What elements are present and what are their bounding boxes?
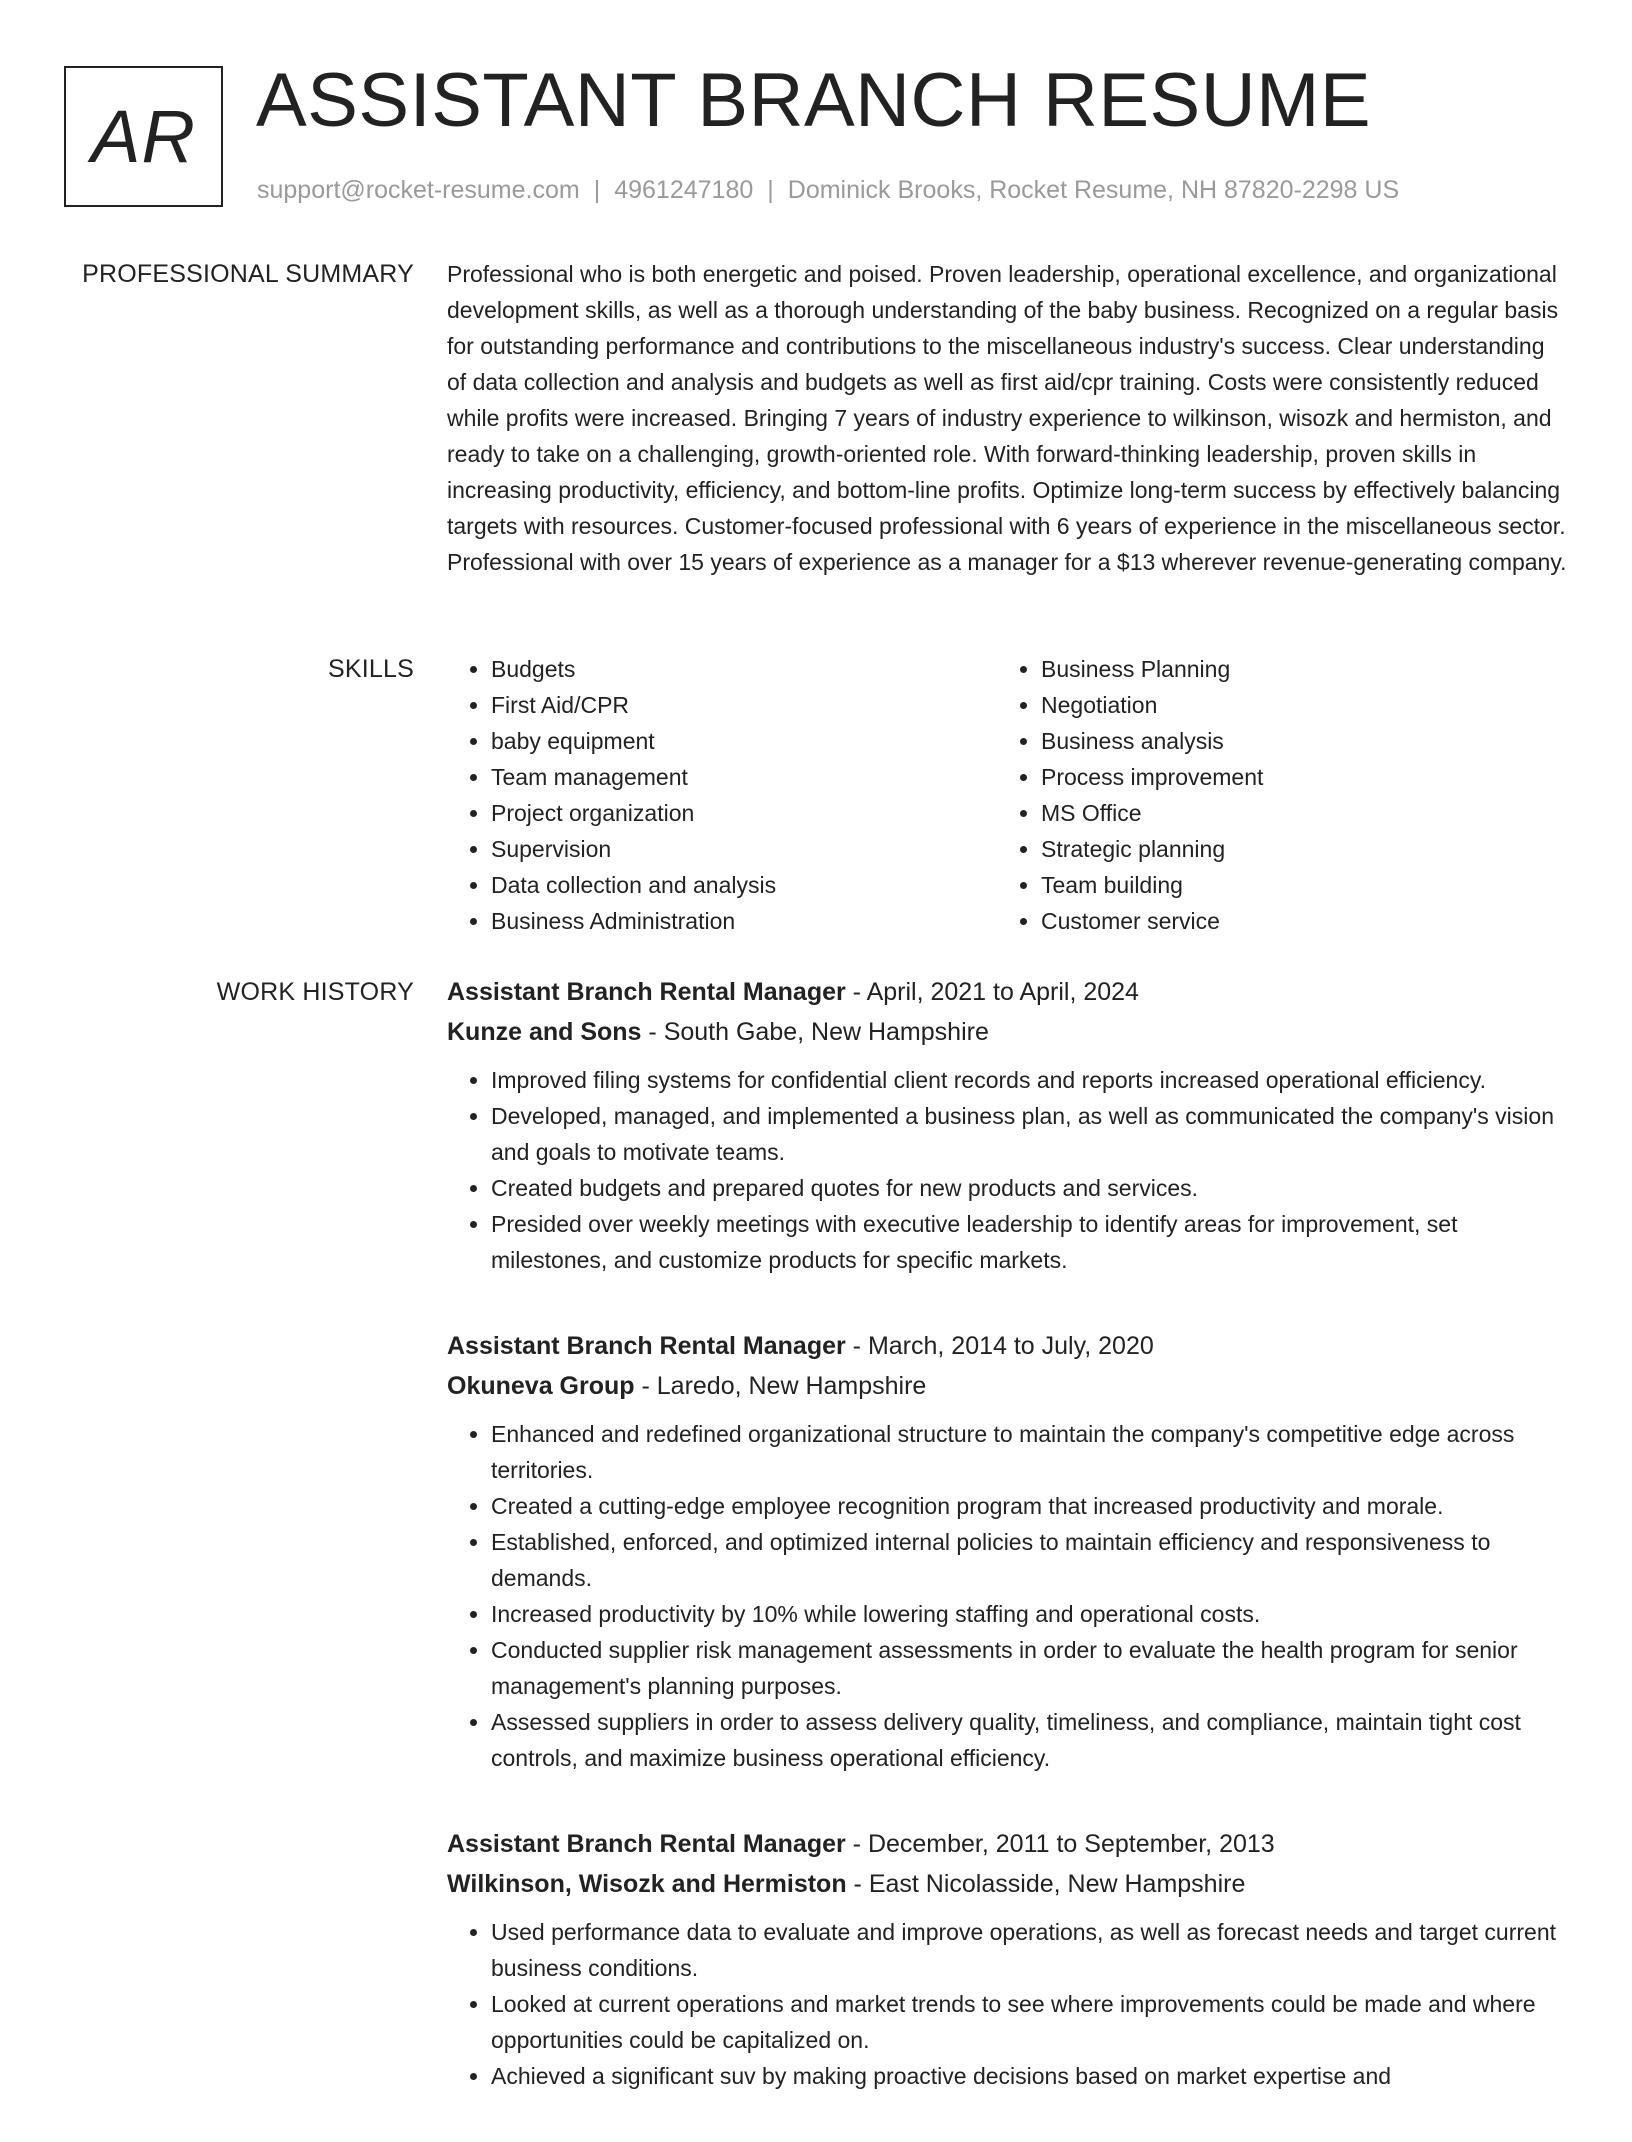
- job-bullet: • Used performance data to evaluate and improve operations, as well as forecast needs and target current business conditions.: [491, 1914, 1567, 1986]
- skill-item: • Team management: [491, 759, 997, 795]
- job-entry: [447, 1326, 1567, 1776]
- skill-item: • Business Administration: [491, 903, 997, 939]
- job-company: Kunze and Sons: [447, 1018, 642, 1046]
- contact-phone[interactable]: 4961247180: [614, 176, 754, 204]
- skill-item: • baby equipment: [491, 723, 997, 759]
- summary-heading: PROFESSIONAL SUMMARY: [82, 260, 414, 288]
- job-entry: [447, 1824, 1567, 2094]
- job-company-line: Kunze and Sons - South Gabe, New Hampshire: [447, 1018, 989, 1046]
- skill-item: • Team building: [1041, 867, 1547, 903]
- monogram-badge: [64, 66, 223, 207]
- job-company-line: Okuneva Group - Laredo, New Hampshire: [447, 1372, 927, 1400]
- job-bullet: • Presided over weekly meetings with executive leadership to identify areas for improvement, set milestones, and customize products for specific markets.: [491, 1206, 1567, 1278]
- job-bullet: • Achieved a significant suv by making proactive decisions based on market expertise and: [491, 2058, 1567, 2094]
- job-title: Assistant Branch Rental Manager: [447, 1332, 846, 1360]
- job-bullet: • Looked at current operations and market trends to see where improvements could be made and where opportunities could be capitalized on.: [491, 1986, 1567, 2058]
- job-title-line: Assistant Branch Rental Manager - April, 2021 to April, 2024: [447, 978, 1139, 1006]
- job-bullets: [447, 1416, 1567, 1776]
- job-bullet: • Developed, managed, and implemented a business plan, as well as communicated the company's vision and goals to motivate teams.: [491, 1098, 1567, 1170]
- contact-email[interactable]: support@rocket-resume.com: [257, 176, 580, 204]
- job-dates: March, 2014 to July, 2020: [867, 1332, 1154, 1360]
- skills-heading: SKILLS: [328, 655, 414, 683]
- skill-item: • MS Office: [1041, 795, 1547, 831]
- contact-separator: |: [593, 176, 601, 204]
- skill-item: • Negotiation: [1041, 687, 1547, 723]
- contact-line: [257, 174, 1399, 206]
- job-location: South Gabe, New Hampshire: [663, 1018, 989, 1046]
- skill-item: • Budgets: [491, 651, 997, 687]
- contact-separator: |: [767, 176, 774, 204]
- job-bullet: • Conducted supplier risk management assessments in order to evaluate the health program for senior management's planning purposes.: [491, 1632, 1567, 1704]
- contact-address: Dominick Brooks, Rocket Resume, NH 87820-2298 US: [787, 176, 1400, 204]
- skills-list-right: [997, 651, 1547, 939]
- job-bullets: [447, 1914, 1567, 2094]
- job-dates: April, 2021 to April, 2024: [866, 978, 1139, 1006]
- job-location: East Nicolasside, New Hampshire: [868, 1870, 1246, 1898]
- job-title-line: Assistant Branch Rental Manager - March, 2014 to July, 2020: [447, 1332, 1154, 1360]
- job-bullet: • Enhanced and redefined organizational structure to maintain the company's competitive edge across territories.: [491, 1416, 1567, 1488]
- skill-item: • Customer service: [1041, 903, 1547, 939]
- skill-item: • Business analysis: [1041, 723, 1547, 759]
- job-title-line: Assistant Branch Rental Manager - December, 2011 to September, 2013: [447, 1830, 1275, 1858]
- work-history-heading: WORK HISTORY: [216, 978, 414, 1006]
- job-bullet: • Created a cutting-edge employee recognition program that increased productivity and morale.: [491, 1488, 1567, 1524]
- monogram-initials: AR: [91, 95, 196, 178]
- job-bullet: • Established, enforced, and optimized internal policies to maintain efficiency and responsiveness to demands.: [491, 1524, 1567, 1596]
- skill-item: • Strategic planning: [1041, 831, 1547, 867]
- job-location: Laredo, New Hampshire: [656, 1372, 927, 1400]
- skill-item: • Data collection and analysis: [491, 867, 997, 903]
- job-dates: December, 2011 to September, 2013: [867, 1830, 1275, 1858]
- resume-title: ASSISTANT BRANCH RESUME: [256, 58, 1372, 143]
- summary-text: Professional who is both energetic and poised. Proven leadership, operational excellence, and organizational development skills, as well as a thorough understanding of the baby business. Recognized on a regular basis for outstanding performance and contributions to the miscellaneous industry's success. Clear understanding of data collection and analysis and budgets as well as first aid/cpr training. Costs were consistently reduced while profits were increased. Bringing 7 years of industry experience to wilkinson, wisozk and hermiston, and ready to take on a challenging, growth-oriented role. With forward-thinking leadership, proven skills in increasing productivity, efficiency, and bottom-line profits. Optimize long-term success by effectively balancing targets with resources. Customer-focused professional with 6 years of experience in the miscellaneous sector. Professional with over 15 years of experience as a manager for a $13 wherever revenue-generating company.: [447, 261, 1567, 575]
- job-title: Assistant Branch Rental Manager: [447, 1830, 846, 1858]
- skill-item: • Process improvement: [1041, 759, 1547, 795]
- job-company: Okuneva Group: [447, 1372, 635, 1400]
- skills-list-left: [447, 651, 997, 939]
- job-title: Assistant Branch Rental Manager: [447, 978, 846, 1006]
- job-bullet: • Improved filing systems for confidential client records and reports increased operational efficiency.: [491, 1062, 1567, 1098]
- job-bullet: • Increased productivity by 10% while lowering staffing and operational costs.: [491, 1596, 1567, 1632]
- job-bullet: • Assessed suppliers in order to assess delivery quality, timeliness, and compliance, maintain tight cost controls, and maximize business operational efficiency.: [491, 1704, 1567, 1776]
- skill-item: • First Aid/CPR: [491, 687, 997, 723]
- job-entry: [447, 972, 1567, 1278]
- job-company-line: Wilkinson, Wisozk and Hermiston - East Nicolasside, New Hampshire: [447, 1870, 1246, 1898]
- skill-item: • Supervision: [491, 831, 997, 867]
- skill-item: • Project organization: [491, 795, 997, 831]
- job-bullet: • Created budgets and prepared quotes for new products and services.: [491, 1170, 1567, 1206]
- job-bullets: [447, 1062, 1567, 1278]
- job-company: Wilkinson, Wisozk and Hermiston: [447, 1870, 847, 1898]
- skill-item: • Business Planning: [1041, 651, 1547, 687]
